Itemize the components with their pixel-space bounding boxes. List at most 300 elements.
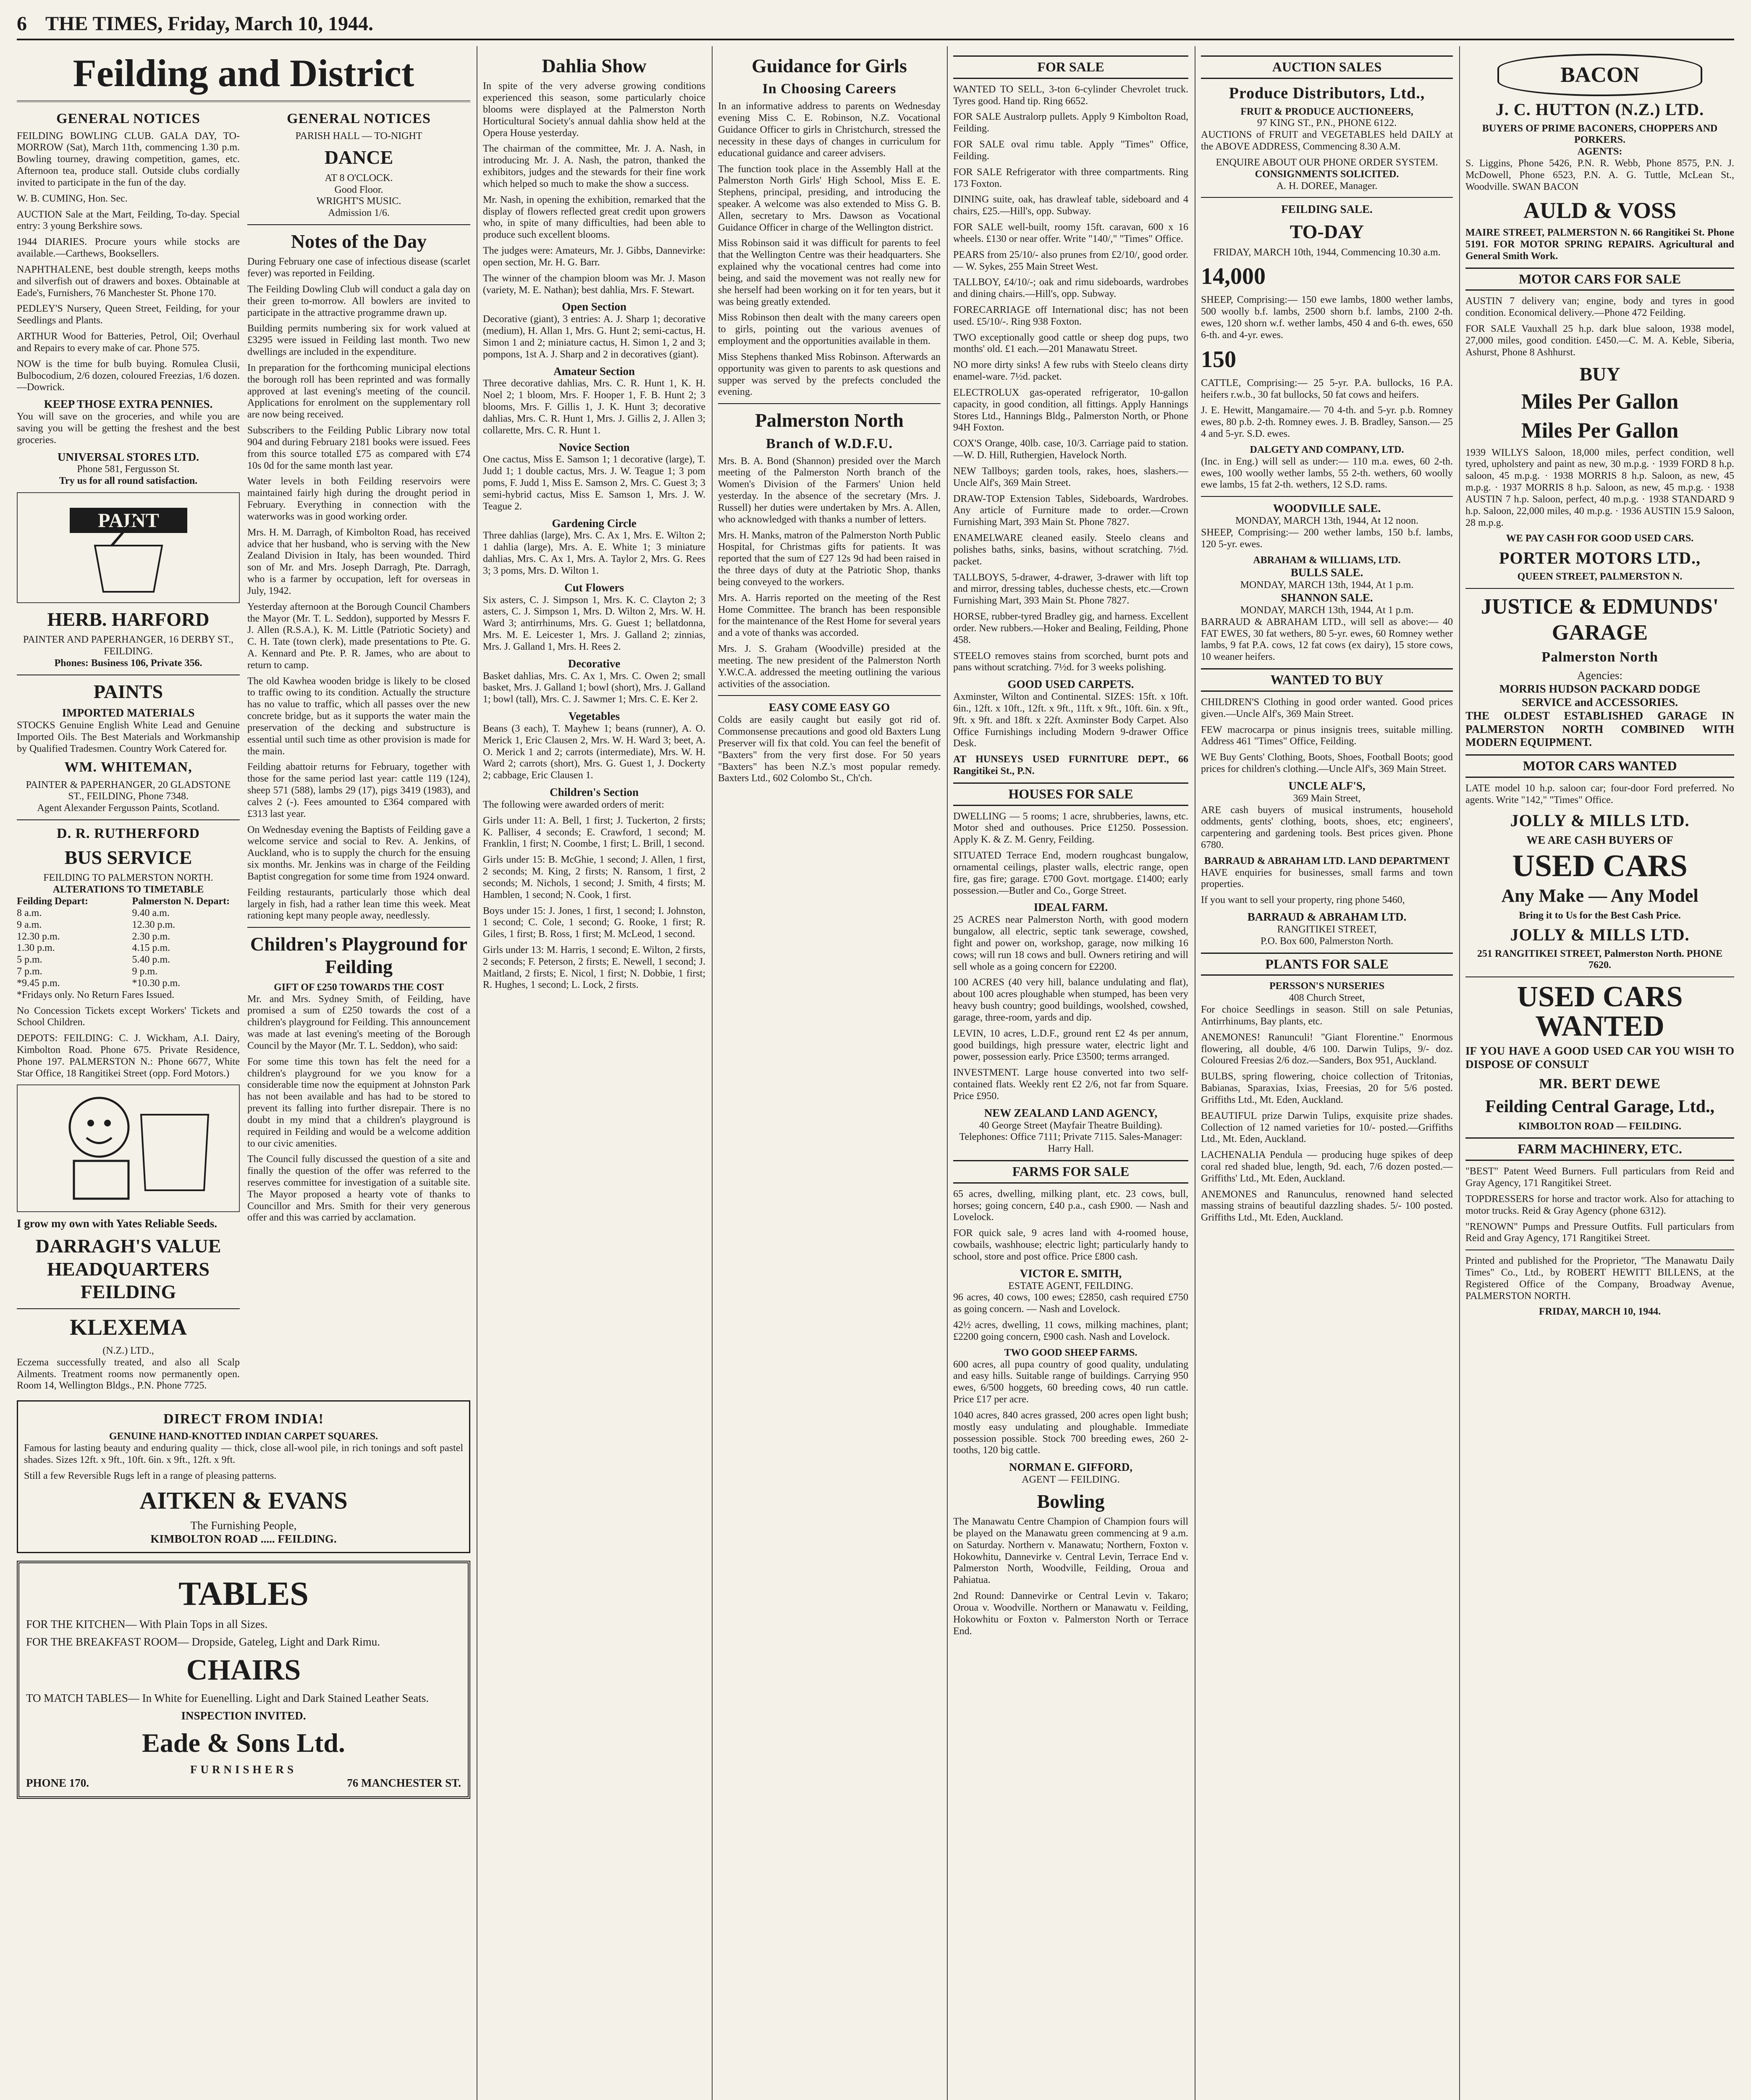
note-item: Feilding abattoir returns for February, together with those for the same period last year: cattle 119 (124), sheep 571 (588), lambs 29 (17), pigs 3419 (1983), and calves 2 (-). Fees amounted to £364 compared with £313 last year. [247, 761, 470, 819]
bowling-body: The Manawatu Centre Champion of Champion fours will be played on the Manawatu green commencing at 9 a.m. on Saturday. Northern v. Manawatu; Northern, Foxton v. Hokowhitu, Dannevirke v. Central Levin, Terrace End v. Palmerston North, Woodville, Feilding, Oroua and Pahiatua. [953, 1516, 1188, 1586]
divider [17, 1308, 240, 1309]
time-row: 9.40 a.m. [132, 907, 170, 919]
time-row: *10.30 p.m. [132, 977, 181, 989]
guidance-head: Guidance for Girls [752, 55, 907, 76]
produce-addr: 97 KING ST., P.N., PHONE 6122. [1257, 118, 1397, 129]
playground-head: Children's Playground for Feilding [250, 933, 468, 978]
divider [1465, 588, 1734, 589]
dahlia-para: The judges were: Amateurs, Mr. J. Gibbs, Dannevirke: open section, Mr. H. G. Barr. [483, 245, 705, 268]
guidance-para: The function took place in the Assembly Hall at the Palmerston North Girls' High School, Miss E. E. Stephens, principal, presiding, and introducing the speaker. A welcome was also extended to Miss G. B. Allen, secretary to Mrs. Dawson as Vocational Guidance Officer in charge of the Wellington district. [718, 163, 941, 233]
general-notices-left: GENERAL NOTICES [56, 110, 200, 126]
persson-name: PERSSON'S NURSERIES [1269, 981, 1385, 992]
any-make: Any Make — Any Model [1501, 885, 1699, 906]
consign: CONSIGNMENTS SOLICITED. [1255, 168, 1399, 180]
aitken-address: KIMBOLTON ROAD ..... FEILDING. [150, 1532, 337, 1545]
guidance-para: In an informative address to parents on Wednesday evening Miss C. E. Robinson, N.Z. Vocational Guidance Officer to girls in Christchurch, stressed the necessity in these days of changes in curriculum for educational guidance and career advisers. [718, 101, 941, 159]
guidance-column [718, 50, 941, 2100]
inspection: INSPECTION INVITED. [181, 1709, 306, 1722]
auction-column [1201, 50, 1453, 2100]
pedley-notice: PEDLEY'S Nursery, Queen Street, Feilding, for your Seedlings and Plants. [17, 303, 240, 326]
sellers: J. E. Hewitt, Mangamaire.— 70 4-th. and 5-yr. p.b. Romney ewes, 80 p.b. 2-th. Romney ewes. J. B. Bradley, Sanson.— 25 4 and 5-yr. S.D. ewes. [1201, 405, 1453, 440]
classified-ad: NO more dirty sinks! A few rubs with Steelo cleans dirty enamel-ware. 7½d. packet. [953, 360, 1188, 383]
divider [1201, 197, 1453, 198]
auld-addr: MAIRE STREET, PALMERSTON N. 66 Rangitikei St. Phone 5191. FOR MOTOR SPRING REPAIRS. Agricultural and General Smith Work. [1465, 227, 1734, 262]
classified-ad: PEARS from 25/10/- also prunes from £2/10/, good order. — W. Sykes, 255 Main Street West. [953, 249, 1188, 272]
childrens-para: Girls under 15: B. McGhie, 1 second; J. Allen, 1 first, 2 seconds; M. King, 2 firsts; N. Ransom, 1 first, 2 seconds; M. Nichols, 1 second; J. Smith, 4 firsts; M. Hamblen, 1 second; N. Cook, 1 first. [483, 854, 705, 900]
paint-ad-illustration [17, 492, 240, 603]
classified-ad: FORECARRIAGE off International disc; has not been used. £5/10/-. Ring 938 Foxton. [953, 304, 1188, 327]
sheep-body: SHEEP, Comprising:— 150 ewe lambs, 1800 wether lambs, 500 woolly b.f. lambs, 2500 shorn b.f. lambs, 2100 2-th. ewes, 120 shorn w.f. wether lambs, 450 4 and 6-th. ewes, 650 6-th. and 4-yr. ewes. [1201, 294, 1453, 341]
plants-ad: BULBS, spring flowering, choice collection of Tritonias, Babianas, Sparaxias, Ixias, Freesias, 20 for 5/6 posted. Griffiths Ltd., Mt. Eden, Auckland. [1201, 1071, 1453, 1105]
time-row: 8 a.m. [17, 907, 42, 919]
amateur-section-head: Amateur Section [553, 365, 635, 378]
farms-head: FARMS FOR SALE [953, 1160, 1188, 1184]
universal-phone: Phone 581, Fergusson St. [77, 464, 180, 475]
smith-sub: ESTATE AGENT, FEILDING. [1008, 1280, 1133, 1292]
central-garage: Feilding Central Garage, Ltd., [1485, 1097, 1714, 1117]
playground-para: Mr. and Mrs. Sydney Smith, of Feilding, have promised a sum of £250 towards the cost of a children's playground for Feilding. This announcement was made at last evening's meeting of the Borough Council by the Mayor (Mr. T. L. Seddon), who said: [247, 993, 470, 1051]
nz-land-agency: NEW ZEALAND LAND AGENCY, [984, 1106, 1158, 1119]
classified-ad: FOR SALE well-built, roomy 15ft. caravan, 600 x 16 wheels. £130 or near offer. Write "140/," "Times" Office. [953, 222, 1188, 244]
motor-wanted-ad: LATE model 10 h.p. saloon car; four-door Ford preferred. No agents. Write "142," "Times" Office. [1465, 782, 1734, 806]
plants-ad: LACHENALIA Pendula — producing huge spikes of deep coral red shaded blue, length, 9d. each, 7/6 dozen posted.—Griffiths' Ltd., Mt. Eden, Auckland. [1201, 1150, 1453, 1184]
dahlia-para: Mr. Nash, in opening the exhibition, remarked that the display of flowers reflected great credit upon growers who, in spite of many difficulties, had been able to produce such excellent blooms. [483, 194, 705, 241]
eade-name: Eade & Sons Ltd. [142, 1728, 345, 1758]
feilding-sale-head: FEILDING SALE. [1281, 203, 1373, 216]
plants-ad: ANEMONES and Ranunculus, renowned hand selected massing strains of beautiful dazzling shades. 5/- 100 posted. Griffiths Ltd., Mt. Eden, Auckland. [1201, 1189, 1453, 1223]
cut-flowers-body: Six asters, C. J. Simpson 1, Mrs. K. C. Clayton 2; 3 asters, C. J. Simpson 1, Mrs. D. Wilton 2, Mrs. W. H. Ward 3; antirrhinums, Mrs. G. Guest 1; bellatdonna, Mrs. M. E. Leicester 1, Mrs. J. Galland 2; zinnias, Mrs. J. Galland 1, Mrs. H. Rees 2. [483, 594, 705, 652]
amateur-section-body: Three decorative dahlias, Mrs. C. R. Hunt 1, K. H. Noel 2; 1 bloom, Mrs. F. Hooper 1, F. B. Hunt 2; 3 blooms, Mrs. F. Gillis 1, J. K. Hunt 3; decorative dahlias, Mrs. C. R. Hunt 1, Mrs. J. Gillis 2, J. Allen 3; collarette, Mrs. C. R. Hunt 1. [483, 378, 705, 436]
agencies-list: MORRIS HUDSON PACKARD DODGE [1499, 682, 1701, 695]
produce-name: Produce Distributors, Ltd., [1229, 84, 1425, 102]
wdfu-para: Mrs. H. Manks, matron of the Palmerston North Public Hospital, for Christmas gifts for patients. It was reported that the sum of £27 12s 9d had been raised in the three days of duty at the Patriotic Shop, thanks being conveyed to the workers. [718, 530, 941, 588]
jolly-addr: 251 RANGITIKEI STREET, Palmerston North. PHONE 7620. [1477, 948, 1723, 971]
open-section-head: Open Section [562, 300, 626, 313]
classified-ad: DINING suite, oak, has drawleaf table, sideboard and 4 chairs, £25.—Hill's, opp. Subway. [953, 194, 1188, 217]
direct-sub: GENUINE HAND-KNOTTED INDIAN CARPET SQUARES. [109, 1431, 378, 1442]
bowling-head: Bowling [1037, 1490, 1105, 1512]
barraud-dept: BARRAUD & ABRAHAM LTD. LAND DEPARTMENT [1204, 855, 1450, 866]
agents-list: S. Liggins, Phone 5426, P.N. R. Webb, Phone 8575, P.N. J. McDowell, Phone 6523, P.N. A. G. Tuttle, McLean St., Woodville. SWAN BACON [1465, 158, 1734, 192]
farm-machinery-ad: "RENOWN" Pumps and Pressure Outfits. Full particulars from Reid and Gray Agency, 171 Rangitikei Street. [1465, 1221, 1734, 1244]
feilding-section [17, 50, 470, 2100]
easy-cough-head: EASY COME EASY GO [768, 701, 890, 714]
we-pay: WE PAY CASH FOR GOOD USED CARS. [1506, 533, 1694, 544]
dance-admission: Admission 1/6. [328, 207, 390, 219]
motor-ad: AUSTIN 7 delivery van; engine, body and tyres in good condition. Economical delivery.—Phone 472 Feilding. [1465, 296, 1734, 319]
playground-para: For some time this town has felt the need for a children's playground for we you know for a considerable time now the equipment at Johnston Park has not been available and has had to be stored to prevent its falling into further disrepair. There is no doubt in my mind that a children's playground is required in Feilding and would be a welcome addition to our civic amenities. [247, 1056, 470, 1149]
harford-name: HERB. HARFORD [47, 609, 210, 630]
note-item: Subscribers to the Feilding Public Library now total 904 and during February 2181 books were issued. Fees from this source totalled £75 as compared with £74 10s 0d for the same month last year. [247, 425, 470, 471]
aitken-sub: The Furnishing People, [190, 1519, 297, 1532]
arthur-notice: ARTHUR Wood for Batteries, Petrol, Oil; Overhaul and Repairs to every make of car. Phone 575. [17, 331, 240, 354]
gardener-boy-icon [40, 1089, 217, 1207]
shannon-body: BARRAUD & ABRAHAM LTD., will sell as above:— 40 FAT EWES, 30 fat wethers, 80 5-yr. ewes, 60 Romney wether lambs, 9 fat P.A. cows, 12 fat cows (ex dairy), 15 store cows, 10 weaner heifers. [1201, 616, 1453, 663]
plants-ad: For choice Seedlings in season. Still on sale Petunias, Antirrhinums, Bay plants, etc. [1201, 1004, 1453, 1027]
depart-feilding-label: Feilding Depart: [17, 896, 88, 907]
time-row: 9 a.m. [17, 919, 42, 930]
justice-edmunds: JUSTICE & EDMUNDS' GARAGE [1481, 595, 1719, 645]
sheep-count: 14,000 [1201, 263, 1266, 290]
notes-head: Notes of the Day [291, 231, 427, 252]
plants-ad: ANEMONES! Ranunculi! "Giant Florentine." Enormous flowering, all double, 4/6 100. Darwin Tulips, 9/- doz. Coloured Freesias 2/6 doz.—Sanders, Box 951, Auckland. [1201, 1032, 1453, 1066]
childrens-para: Girls under 11: A. Bell, 1 first; J. Tuckerton, 2 firsts; K. Palliser, 4 seconds; E. Crawford, 1 second; M. Franklin, 1 first; N. Coombe, 1 first; L. Brill, 1 second. [483, 815, 705, 850]
classified-ad: TALLBOYS, 5-drawer, 4-drawer, 3-drawer with lift top and mirror, dressing tables, duchesse chests, etc.—Crown Furnishing Mart, 393 Main St. Phone 7827. [953, 572, 1188, 606]
depots: DEPOTS: FEILDING: C. J. Wickham, A.I. Dairy, Kimbolton Road. Phone 675. Private Residence, Phone 197. PALMERSTON N.: Phone 6677, White Star Office, 18 Rangitikei Street (opp. Ford Motors.) [17, 1033, 240, 1079]
bert-dewe: MR. BERT DEWE [1539, 1076, 1661, 1092]
motor-sale-head: MOTOR CARS FOR SALE [1465, 268, 1734, 291]
yates-seeds-ad [17, 1084, 240, 1212]
eade-sub: FURNISHERS [190, 1763, 297, 1776]
ideal-farm-head: IDEAL FARM. [1033, 901, 1108, 914]
classified-ad: HORSE, rubber-tyred Bradley gig, and harness. Excellent order. New rubbers.—Hoker and Bealing, Feilding, Phone 458. [953, 611, 1188, 646]
chairs-head: CHAIRS [186, 1654, 301, 1686]
classified-ad: TALLBOY, £4/10/-; oak and rimu sideboards, wardrobes and dining chairs.—Hill's, opp. Subway. [953, 277, 1188, 300]
feilding-col-1 [17, 107, 240, 1396]
house-ad: 25 ACRES near Palmerston North, with good modern bungalow, all electric, septic tank sewerage, cowshed, fight and power on, workshop, garage, now milking 16 cows; will run 18 cows and bull. Owners retiring and will sell whole as a going concern for £2200. [953, 914, 1188, 972]
motor-column [1465, 50, 1734, 2100]
childrens-para: The following were awarded orders of merit: [483, 799, 664, 810]
depart-palmerston-label: Palmerston N. Depart: [132, 896, 230, 907]
classified-ad: STEELO removes stains from scorched, burnt pots and pans without scratching. 7½d. for 3 weeks polishing. [953, 650, 1188, 673]
cattle-count: 150 [1201, 346, 1236, 373]
barraud-body: HAVE enquiries for businesses, small farms and town properties. [1201, 867, 1453, 890]
bus-service-head: BUS SERVICE [64, 847, 192, 869]
dahlia-para: The winner of the champion bloom was Mr. J. Mason (variety, M. E. Nathan); best dahlia, Mrs. F. Stewart. [483, 273, 705, 296]
paints-sub: IMPORTED MATERIALS [62, 706, 195, 719]
auction-head: AUCTION SALES [1201, 55, 1453, 79]
house-ad: LEVIN, 10 acres, L.D.F., ground rent £2 4s per annum, good buildings, high pressure water, electric light and power, possession early. Price £3500; terms arranged. [953, 1028, 1188, 1063]
paint-word: PAINT [97, 509, 159, 532]
note-item: In preparation for the forthcoming municipal elections the borough roll has been reprinted and was formally approved at last evening's meeting of the council. Applications for enrolment on the supplementary roll are now being received. [247, 362, 470, 420]
decorative-body: Basket dahlias, Mrs. C. Ax 1, Mrs. C. Owen 2; small basket, Mrs. J. Galland 1; bowl (short), Mrs. J. Galland 1; bowl (tall), Mrs. C. J. Sawmer 1; Mrs. C. E. Ker 2. [483, 670, 705, 705]
classified-ad: ELECTROLUX gas-operated refrigerator, 10-gallon capacity, in good condition, all fittings. Apply Hannings Stores Ltd., Hannings Bldg., Palmerston North, or Phone 94H Foxton. [953, 387, 1188, 433]
woodville-head: WOODVILLE SALE. [1273, 502, 1381, 515]
classified-ad: DRAW-TOP Extension Tables, Sideboards, Wardrobes. Any article of Furniture made to order.—Crown Furnishing Mart, 393 Main St. Phone 7827. [953, 493, 1188, 528]
justice-sub: Palmerston North [1541, 649, 1658, 665]
enquire: ENQUIRE ABOUT OUR PHONE ORDER SYSTEM. [1216, 157, 1438, 168]
auction-notice: AUCTION Sale at the Mart, Feilding, To-day. Special entry: 3 young Berkshire sows. [17, 209, 240, 232]
divider [247, 927, 470, 928]
agencies-label: Agencies: [1577, 669, 1623, 682]
direct-tail: Still a few Reversible Rugs left in a range of pleasing patterns. [24, 1470, 277, 1481]
playground-para: The Council fully discussed the question of a site and finally the question of the offer was referred to the reserves committee for investigation of a suitable site. The Mayor proposed a hearty vote of thanks to Councillor and Mrs. Smith for their very generous offer and this was carried by acclamation. [247, 1154, 470, 1223]
nz-land-phone: Telephones: Office 7111; Private 7115. Sales-Manager: Harry Hall. [959, 1131, 1182, 1155]
timetable-palmerston [132, 896, 240, 990]
eade-contact [26, 1777, 461, 1790]
note-item: Yesterday afternoon at the Borough Council Chambers the Mayor (Mr. T. L. Seddon), supported by Messrs F. J. Allen (R.S.A.), K. M. Little (Patriotic Society) and C. H. Tate (town clerk), made presentations to Pte. G. A. Kennard and Pte. P. R. James, who are about to return to camp. [247, 601, 470, 671]
cattle-body: CATTLE, Comprising:— 25 5-yr. P.A. bullocks, 16 P.A. heifers r.w.b., 30 fat bullocks, 50 fat cows and heifers. [1201, 377, 1453, 400]
classified-ad: FOR SALE Refrigerator with three compartments. Ring 173 Foxton. [953, 166, 1188, 189]
uncle-alf-head: UNCLE ALF'S, [1288, 779, 1366, 792]
section-title: Feilding and District [17, 50, 470, 102]
house-ad: DWELLING — 5 rooms; 1 acre, shrubberies, lawns, etc. Motor shed and outhouses. Price £1250. Possession. Apply K. & Z. M. Genry, Feilding. [953, 811, 1188, 845]
plants-ad: BEAUTIFUL prize Darwin Tulips, exquisite prize shades. Collection of 12 named varieties for 10/- posted.—Griffiths Ltd., Mt. Eden, Auckland. [1201, 1110, 1453, 1145]
time-row: 12.30 p.m. [132, 919, 176, 930]
rutherford-name: D. R. RUTHERFORD [57, 826, 200, 842]
dance-head: DANCE [324, 147, 393, 168]
paints-body: STOCKS Genuine English White Lead and Genuine Imported Oils. The Best Materials and Workmanship by Qualified Tradesmen. Country Work Catered for. [17, 719, 240, 754]
feilding-col-2 [247, 107, 470, 1396]
abraham-williams: ABRAHAM & WILLIAMS, LTD. [1253, 554, 1401, 566]
house-ad: SITUATED Terrace End, modern roughcast bungalow, ornamental ceilings, plaster walls, electric range, open fire, gas fire; garage. £700 Govt. mortgage. £1400; early possession.—Butler and Co., Gorge Street. [953, 850, 1188, 896]
wdfu-sub: Branch of W.D.F.U. [765, 436, 893, 452]
vegetables-head: Vegetables [569, 710, 620, 723]
note-item: During February one case of infectious disease (scarlet fever) was reported in Feilding. [247, 256, 470, 279]
hutton-name: J. C. HUTTON (N.Z.) LTD. [1495, 100, 1704, 119]
farm-ad: FOR quick sale, 9 acres land with 4-roomed house, cowbails, washhouse; electric light; particularly handy to school, store and post office. Price £800 cash. [953, 1228, 1188, 1262]
masthead [17, 9, 1734, 40]
cut-flowers-head: Cut Flowers [564, 581, 624, 594]
dalgety-head: DALGETY AND COMPANY, LTD. [1250, 444, 1404, 455]
for-sale-head: FOR SALE [953, 55, 1188, 79]
used-cars: USED CARS [1512, 848, 1688, 883]
dance-floor: Good Floor. [334, 184, 383, 195]
gardening-circle-head: Gardening Circle [552, 517, 637, 530]
childrens-para: Boys under 15: J. Jones, 1 first, 1 second; I. Johnston, 1 second; C. Cole, 1 second; G. Rooke, 1 first; R. Giles, 1 first; B. Ross, 1 first; M. McLeod, 1 second. [483, 905, 705, 940]
direct-head: DIRECT FROM INDIA! [163, 1411, 324, 1427]
gardening-circle-body: Three dahlias (large), Mrs. C. Ax 1, Mrs. E. Wilton 2; 1 dahlia (large), Mrs. A. E. White 1; 3 miniature dahlias, Mrs. C. Ax 1, Mrs. A. Taylor 2, Mrs. G. Rees 3; 3 poms, Mrs. D. Wilton 1. [483, 530, 705, 576]
bus-service-sub: FEILDING TO PALMERSTON NORTH. [43, 872, 213, 884]
classified-ad: FOR SALE oval rimu table. Apply "Times" Office, Feilding. [953, 139, 1188, 162]
tables-kitchen: FOR THE KITCHEN— With Plain Tops in all Sizes. [26, 1618, 268, 1631]
bacon-logo [1497, 54, 1702, 96]
whiteman-agent: Agent Alexander Fergusson Paints, Scotland. [37, 803, 220, 814]
divider [718, 695, 941, 696]
classified-ad: ENAMELWARE cleaned easily. Steelo cleans and polishes baths, sinks, basins, without scratching. 7½d. packet. [953, 533, 1188, 567]
carpets-body: Axminster, Wilton and Continental. SIZES: 15ft. x 10ft. 6in., 12ft. x 10ft., 12ft. x 9ft., 11ft. x 9ft., 10ft. 6in. x 9ft., 9ft. x 9ft. and 18ft. x 22ft. Axminster Body Carpet. Also Office Furnishings including Modern 9-drawer Office Desk. [953, 691, 1188, 749]
miles-per-gallon: Miles Per Gallon [1521, 389, 1679, 414]
childrens-section-head: Children's Section [550, 786, 639, 799]
guidance-para: Miss Robinson then dealt with the many careers open to girls, pointing out the various avenues of employment and the opportunities available in them. [718, 312, 941, 347]
house-ad: INVESTMENT. Large house converted into two self-contained flats. Weekly rent £2 2/6, not far from Square. Price £950. [953, 1067, 1188, 1102]
barraud-po: P.O. Box 600, Palmerston North. [1260, 935, 1393, 947]
dance-music: WRIGHT'S MUSIC. [316, 196, 401, 207]
barraud-body-2: If you want to sell your property, ring phone 5460, [1201, 895, 1405, 906]
dahlia-column [483, 50, 705, 2100]
wdfu-para: Mrs. A. Harris reported on the meeting of the Rest Home Committee. The branch has been responsible for the maintenance of the Rest Home for several years and a vote of thanks was accorded. [718, 592, 941, 639]
paper-title: THE TIMES, Friday, March 10, 1944. [45, 12, 373, 35]
page-number: 6 [17, 12, 27, 35]
wanted-head: WANTED TO BUY [1201, 668, 1453, 692]
classified-ad: NEW Tallboys; garden tools, rakes, hoes, slashers.—Uncle Alf's, 369 Main Street. [953, 465, 1188, 488]
childrens-para: Girls under 13: M. Harris, 1 second; E. Wilton, 2 firsts, 2 seconds; F. Peterson, 2 firsts; E. Newell, 1 second; J. Maitland, 2 firsts; E. Nicol, 1 first; N. Dobbie, 1 first; R. Hughes, 1 second; L. Lock, 2 firsts. [483, 945, 705, 991]
eade-address: 76 MANCHESTER ST. [347, 1776, 461, 1789]
divider [1201, 496, 1453, 497]
dance-time: AT 8 O'CLOCK. [325, 172, 393, 184]
house-ad: 100 ACRES (40 very hill, balance undulating and flat), about 100 acres ploughable when stumped, has been very heavy bush country; good buildings, woolshed, cowshed, garage, three-room, yards and dip. [953, 977, 1188, 1023]
motor-wanted-head: MOTOR CARS WANTED [1465, 754, 1734, 778]
central-addr: KIMBOLTON ROAD — FEILDING. [1518, 1121, 1682, 1132]
decorative-head: Decorative [568, 657, 621, 670]
note-item: Building permits numbering six for work valued at £3295 were issued in Feilding last month. Two new dwellings are included in the expenditure. [247, 323, 470, 358]
carpets-tail: AT HUNSEYS USED FURNITURE DEPT., 66 Rangitikei St., P.N. [953, 754, 1188, 777]
gifford-sub: AGENT — FEILDING. [1022, 1474, 1120, 1486]
farm-ad: 42½ acres, dwelling, 11 cows, milking machines, plant; £2200 going concern, £900 cash. Nash and Lovelock. [953, 1320, 1188, 1342]
no-concession: No Concession Tickets except Workers' Tickets and School Children. [17, 1005, 240, 1028]
farm-ad: 65 acres, dwelling, milking plant, etc. 23 cows, bull, horses; going concern, £40 p.a., cash £900. — Nash and Lovelock. [953, 1188, 1188, 1223]
aitken-name: AITKEN & EVANS [139, 1486, 348, 1514]
universal-stores: UNIVERSAL STORES LTD. [58, 450, 199, 463]
bowling-body-2: 2nd Round: Dannevirke or Central Levin v. Takaro; Oroua v. Woodville. Northern or Manawatu v. Feilding, Hokowhitu or Foxton v. Palmerston North or Terrace End. [953, 1591, 1188, 1637]
open-section-body: Decorative (giant), 3 entries: A. J. Sharp 1; decorative (medium), H. Allan 1, Mrs. G. Hunt 2; semi-cactus, H. Simon 1 and 2; miniature cactus, H. Simon 1, 2 and 3; pompons, 1st A. J. Sharp and 2 in decoratives (giant). [483, 314, 705, 360]
if-you-have: IF YOU HAVE A GOOD USED CAR YOU WISH TO DISPOSE OF CONSULT [1465, 1045, 1734, 1071]
jolly-mills: JOLLY & MILLS LTD. [1510, 811, 1690, 830]
klexema-sub: (N.Z.) LTD., [102, 1345, 154, 1356]
farm-machinery-ad: "BEST" Patent Weed Burners. Full particulars from Reid and Gray Agency, 171 Rangitikei Street. [1465, 1166, 1734, 1189]
used-cars-wanted: USED CARS WANTED [1517, 981, 1683, 1043]
carpets-head: GOOD USED CARPETS. [1007, 678, 1134, 691]
note-item: The Feilding Dowling Club will conduct a gala day on their green to-morrow. All bowlers are invited to participate in the attractive programme drawn up. [247, 284, 470, 318]
woodville-date: MONDAY, MARCH 13th, 1944, At 12 noon. [1235, 515, 1419, 527]
vegetables-body: Beans (3 each), T. Mayhew 1; beans (runner), A. O. Merick 1, Eric Clausen 2, Mrs. W. H. Ward 3; beet, A. O. Merick 1 and 2; carrots (intermediate), Mrs. W. H. Ward 2; carrots (short), Mrs. G. Guest 1, J. Dockerty 2; cabbage, Eric Clausen 1. [483, 723, 705, 781]
today-date: FRIDAY, MARCH 10th, 1944, Commencing 10.30 a.m. [1213, 247, 1441, 258]
time-row: 12.30 p.m. [17, 931, 60, 942]
guidance-para: Miss Stephens thanked Miss Robinson. Afterwards an opportunity was given to parents to ask questions and supper was served by the prefects concluded the evening. [718, 351, 941, 398]
paint-can-icon [53, 499, 204, 596]
klexema-body: Eczema successfully treated, and also all Scalp Ailments. Treatment rooms now permanently open. Room 14, Wellington Bldgs., P.N. Phone 7725. [17, 1357, 240, 1391]
motor-ad: FOR SALE Vauxhall 25 h.p. dark blue saloon, 1938 model, 27,000 miles, good condition. £450.—C. M. A. Keble, Siberia, Ashurst, Phone 8 Ashhurst. [1465, 323, 1734, 358]
buy-head: BUY [1579, 363, 1620, 385]
bring-it: Bring it to Us for the Best Cash Price. [1519, 910, 1681, 921]
uncle-alf-sub: 369 Main Street, [1293, 793, 1361, 804]
sheep-farms-head: TWO GOOD SHEEP FARMS. [1004, 1347, 1138, 1358]
diaries-notice: 1944 DIARIES. Procure yours while stocks are available.—Carthews, Booksellers. [17, 236, 240, 260]
uncle-alf-body: ARE cash buyers of musical instruments, household oddments, gents' clothing, boots, shoes, etc; engineers', carpentering and gardening tools. Best prices given. Phone 6780. [1201, 804, 1453, 850]
novice-section-head: Novice Section [558, 441, 630, 454]
parish-hall: PARISH HALL — TO-NIGHT [295, 130, 422, 142]
yates-slogan: I grow my own with Yates Reliable Seeds. [17, 1217, 217, 1230]
column-rule [712, 46, 713, 2100]
gifford-name: NORMAN E. GIFFORD, [1009, 1461, 1132, 1474]
jolly-mills-2: JOLLY & MILLS LTD. [1510, 925, 1690, 945]
time-row: 4.15 p.m. [132, 942, 170, 954]
time-row: 9 p.m. [132, 966, 158, 977]
classified-ad: COX'S Orange, 40lb. case, 10/3. Carriage paid to station.—W. D. Hill, Ruthergien, Havelock North. [953, 438, 1188, 461]
wanted-ad: CHILDREN'S Clothing in good order wanted. Good prices given.—Uncle Alf's, 369 Main Street. [1201, 696, 1453, 719]
divider [17, 819, 240, 820]
farm-ad: 96 acres, 40 cows, 100 ewes; £2850, cash required £750 as going concern. — Nash and Lovelock. [953, 1292, 1188, 1315]
universal-tag: Try us for all round satisfaction. [59, 475, 198, 487]
barraud-name: BARRAUD & ABRAHAM LTD. [1247, 911, 1407, 924]
wanted-ad: FEW macrocarpa or pinus insignis trees, suitable milling. Address 461 "Times" Office, Feilding. [1201, 724, 1453, 747]
time-row: 7 p.m. [17, 966, 42, 977]
guidance-sub: In Choosing Careers [762, 81, 896, 97]
darragh-head: DARRAGH'S VALUE HEADQUARTERS FEILDING [35, 1235, 221, 1302]
produce-sub: FRUIT & PRODUCE AUCTIONEERS, [1240, 106, 1413, 117]
nz-land-sub: 40 George Street (Mayfair Theatre Building). [979, 1120, 1163, 1131]
farm-ad: 600 acres, all pupa country of good quality, undulating and easy hills. Suitable range of buildings. Carrying 950 ewes, 6/500 hoggets, 60 breeding cows, 40 run cattle. Price £17 per acre. [953, 1359, 1188, 1405]
bulls-head: BULLS SALE. [1290, 566, 1363, 579]
novice-section-body: One cactus, Miss E. Samson 1; 1 decorative (large), T. Judd 1; 1 double cactus, Mrs. J. W. Teague 1; 3 pom poms, F. Judd 1, Miss E. Samson 2, Mrs. C. Guest 3; 3 semi-hybrid cactus, Miss E. Samson 1, Mrs. J. W. Teague 2. [483, 454, 705, 512]
farm-ad: 1040 acres, 840 acres grassed, 200 acres open light bush; mostly easy undulating and ploughable. Immediate possession possible. Stock 700 breeding ewes, 260 2-tooths, 120 big cattle. [953, 1410, 1188, 1456]
classified-ad: TWO exceptionally good cattle or sheep dog pups, two months' old. £1 each.—201 Manawatu Street. [953, 332, 1188, 355]
miles-per-gallon: Miles Per Gallon [1521, 419, 1679, 443]
miles-list: 1939 WILLYS Saloon, 18,000 miles, perfect condition, well tyred, upholstery and paint as new, 30 m.p.g. · 1939 FORD 8 h.p. saloon, 45 m.p.g. · 1938 MORRIS 8 h.p. Saloon, as new, 45 m.p.g. · 1937 MORRIS 8 h.p. Saloon, as new, 45 m.p.g. · 1938 AUSTIN 7 h.p. Saloon, perfect, 40 m.p.g. · 1938 STANDARD 9 h.p. Saloon, 22,000 miles, 40 m.p.g. · 1936 AUSTIN 15.9 Saloon, 28 m.p.g. [1465, 447, 1734, 528]
playground-sub: GIFT OF £250 TOWARDS THE COST [274, 982, 444, 993]
divider [247, 224, 470, 225]
porter-addr: QUEEN STREET, PALMERSTON N. [1517, 571, 1683, 583]
time-row: *9.45 p.m. [17, 977, 60, 989]
tables-breakfast: FOR THE BREAKFAST ROOM— Dropside, Gateleg, Light and Dark Rimu. [26, 1635, 380, 1648]
eade-phone: PHONE 170. [26, 1776, 89, 1789]
tables-head: TABLES [178, 1575, 309, 1612]
note-item: Feilding restaurants, particularly those which deal largely in fish, had a rather lean time this week. Meat rationing kept many people away, needlessly. [247, 887, 470, 921]
bowling-sign: W. B. CUMING, Hon. Sec. [17, 193, 128, 204]
shannon-date: MONDAY, MARCH 13th, 1944, At 1 p.m. [1240, 604, 1414, 616]
general-notices-right: GENERAL NOTICES [287, 110, 431, 126]
porter-name: PORTER MOTORS LTD., [1499, 549, 1701, 568]
note-item: On Wednesday evening the Baptists of Feilding gave a welcome service and social to Rev. A. Jenkins, of Auckland, who is to supply the church for the ensuing six months. Mr. Jenkins was in charge of the Feilding Baptist congregation for some time from 1924 onward. [247, 824, 470, 882]
persson-addr: 408 Church Street, [1289, 992, 1365, 1004]
column-rule [1459, 46, 1460, 2100]
direct-body: Famous for lasting beauty and enduring quality — thick, close all-wool pile, in rich tonings and soft pastel shades. Sizes 12ft. x 9ft., 10ft. 6in. x 9ft., 12ft. x 9ft. [24, 1443, 463, 1465]
paints-head: PAINTS [93, 680, 163, 702]
naphthalene-notice: NAPHTHALENE, best double strength, keeps moths and silverfish out of drawers and boxes. Obtainable at Eade's, Furnishers, 76 Manchester St. Phone 170. [17, 264, 240, 299]
oldest-garage: THE OLDEST ESTABLISHED GARAGE IN PALMERSTON NORTH COMBINED WITH MODERN EQUIPMENT. [1465, 709, 1734, 749]
pennies-body: You will save on the groceries, and while you are saving you will be getting the freshest and the best groceries. [17, 411, 240, 446]
chairs-body: TO MATCH TABLES— In White for Euenelling. Light and Dark Stained Leather Seats. [26, 1692, 429, 1705]
dahlia-para: The chairman of the committee, Mr. J. A. Nash, in introducing Mr. J. A. Nash, the patron, thanked the exhibitors, judges and the stewards for their fine work which helped so much to make the show a success. [483, 143, 705, 189]
classified-ad: WANTED TO SELL, 3-ton 6-cylinder Chevrolet truck. Tyres good. Hand tip. Ring 6652. [953, 84, 1188, 107]
farm-machinery-ad: TOPDRESSERS for horse and tractor work. Also for attaching to motor trucks. Reid & Gray Agency (phone 6312). [1465, 1193, 1734, 1216]
whiteman-sub: PAINTER & PAPERHANGER, 20 GLADSTONE ST., FEILDING, Phone 7348. [26, 779, 231, 802]
note-item: Water levels in both Feilding reservoirs were maintained fairly high during the drought period in February. Everything in connection with the waterworks was in good working order. [247, 476, 470, 522]
easy-cough-body: Colds are easily caught but easily got rid of. Commonsense precautions and good old Baxters Lung Preserver will fix that cold. You can feel the benefit of "Baxters" from the very first dose. For 50 years "Baxters" has been N.Z.'s most popular remedy. Baxters Ltd., 602 Colombo St., Ch'ch. [718, 714, 941, 784]
note-item: Mrs. H. M. Darragh, of Kimbolton Road, has received advice that her husband, who is serving with the New Zealand Division in Italy, has been wounded. Third son of Mr. and Mrs. Joseph Darragh, Pte. Darragh, who is a farmer by occupation, left for overseas in July, 1942. [247, 527, 470, 596]
klexema-head: KLEXEMA [69, 1315, 187, 1340]
auld-voss: AULD & VOSS [1523, 197, 1676, 223]
dalgety-body: (Inc. in Eng.) will sell as under:— 110 m.a. ewes, 60 2-th. ewes, 100 woolly wether lambs, 55 2-th. wethers, 60 woolly ewe lambs, 15 fat 2-th. wethers, 12 S.D. rams. [1201, 456, 1453, 491]
barraud-addr: RANGITIKEI STREET, [1277, 924, 1377, 935]
harford-sub: PAINTER AND PAPERHANGER, 16 DERBY ST., FEILDING. [23, 634, 233, 657]
produce-body: AUCTIONS of FRUIT and VEGETABLES held DAILY at the ABOVE ADDRESS, Commencing 8.30 A.M. [1201, 129, 1453, 152]
wdfu-para: Mrs. B. A. Bond (Shannon) presided over the March meeting of the Palmerston North branch of the Women's Division of the Farmers' Union held yesterday. In the absence of the secretary (Mrs. J. Russell) her duties were undertaken by Mrs. A. Allen, who acknowledged with thanks a number of letters. [718, 455, 941, 525]
imprint-date: FRIDAY, MARCH 10, 1944. [1539, 1306, 1661, 1318]
bulbs-notice: NOW is the time for bulb buying. Romulea Clusii, Bulbocodium, 2/6 dozen, coloured Freezias, 1/6 dozen.—Dowrick. [17, 358, 240, 393]
dahlia-para: In spite of the very adverse growing conditions experienced this season, some particularly choice blooms were displayed at the Palmerston North Horticultural Society's annual dahlia show held at the Opera House yesterday. [483, 81, 705, 139]
divider [718, 403, 941, 404]
smith-name: VICTOR E. SMITH, [1020, 1267, 1122, 1280]
wanted-ad: WE Buy Gents' Clothing, Boots, Shoes, Football Boots; good prices for children's clothing.—Uncle Alf's, 369 Main Street. [1201, 752, 1453, 774]
for-sale-column [953, 50, 1188, 2100]
time-row: 1.30 p.m. [17, 942, 55, 954]
shannon-head: SHANNON SALE. [1281, 591, 1373, 604]
agents-head: AGENTS: [1577, 146, 1623, 158]
divider [1465, 976, 1734, 977]
wdfu-head: Palmerston North [755, 410, 904, 431]
dahlia-head: Dahlia Show [542, 55, 647, 76]
timetable-head: ALTERATIONS TO TIMETABLE [52, 884, 204, 895]
houses-head: HOUSES FOR SALE [953, 782, 1188, 806]
note-item: The old Kawhea wooden bridge is likely to be closed to traffic owing to its condition. Actually the structure has no value to traffic, which all passes over the new concrete bridge, but as it supports the water main the preservation of the decking and substructure is essential until such time as other provision is made for the main. [247, 675, 470, 757]
time-row: 5.40 p.m. [132, 954, 170, 966]
aitken-evans-ad [17, 1400, 470, 1553]
woodville-body: SHEEP, Comprising:— 200 wether lambs, 150 b.f. lambs, 120 5-yr. ewes. [1201, 527, 1453, 550]
service: SERVICE and ACCESSORIES. [1522, 696, 1678, 709]
bulls-date: MONDAY, MARCH 13th, 1944, At 1 p.m. [1240, 580, 1414, 591]
timetable-feilding [17, 896, 125, 990]
doree: A. H. DOREE, Manager. [1276, 180, 1378, 192]
plants-head: PLANTS FOR SALE [1201, 953, 1453, 976]
hutton-sub: BUYERS OF PRIME BACONERS, CHOPPERS AND PORKERS. [1482, 123, 1718, 146]
cash-buyers: WE ARE CASH BUYERS OF [1526, 833, 1673, 846]
printers-imprint: Printed and published for the Proprietor, "The Manawatu Daily Times" Co., Ltd., by ROBERT HEWITT BILLENS, at the Registered Office of the Company, Broadway Avenue, PALMERSTON NORTH. [1465, 1255, 1734, 1302]
whiteman-name: WM. WHITEMAN, [64, 759, 192, 775]
guidance-para: Miss Robinson said it was difficult for parents to feel that the Wellington Centre was their headquarters. She explained why the vocational centres had come into being, and said the movement was not really new for she herself had been working on it for ten years, but it was being greatly extended. [718, 238, 941, 307]
fridays-note: *Fridays only. No Return Fares Issued. [17, 989, 175, 1000]
bacon-logo-text: BACON [1560, 63, 1639, 87]
